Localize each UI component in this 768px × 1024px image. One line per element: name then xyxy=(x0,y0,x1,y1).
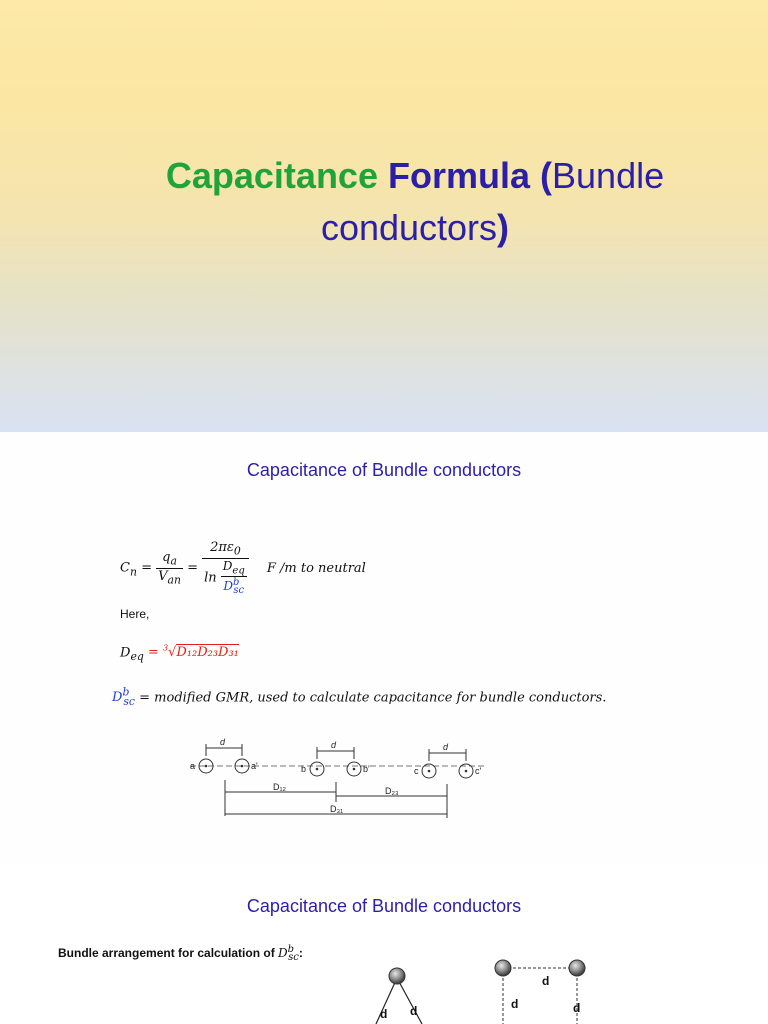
deq-lhs-sub: eq xyxy=(130,649,144,663)
dsc-def-symbol: D xyxy=(112,690,123,706)
conductor-arrangement-diagram xyxy=(185,732,500,827)
d-label-a: d xyxy=(220,737,226,747)
bundle-colon: : xyxy=(298,946,303,960)
cn-sub: n xyxy=(129,565,137,579)
ln-symbol: ln xyxy=(204,569,217,585)
label-b-prime: b' xyxy=(363,764,370,774)
label-d31: D₃₁ xyxy=(330,804,344,814)
dsc-sup: b xyxy=(233,576,240,588)
root-index: 3 xyxy=(162,644,169,653)
bundle-label-text: Bundle arrangement for calculation of xyxy=(58,946,275,960)
two-pi-epsilon: 2πε xyxy=(210,540,234,555)
d-label: d xyxy=(410,1004,418,1018)
dsc-def-sup: b xyxy=(122,686,130,699)
dsc-def-sub: sc xyxy=(123,694,135,708)
label-c-prime: c' xyxy=(475,766,482,776)
qa-sub: a xyxy=(170,554,177,568)
label-b: b xyxy=(301,764,307,774)
capacitance-formula: $C_n$ = $\frac{q_a}{V_{an}}$ = $2\pi\varepsilon_0$ ln $\frac{D_{eq}}{D^b_{sc}}$ F /m to neutral xyxy=(120,540,366,597)
dsc-sub: sc xyxy=(233,585,245,597)
qa-symbol: q xyxy=(162,550,171,566)
dsc-symbol: D xyxy=(223,578,233,593)
units-label: F /m to neutral xyxy=(266,560,366,576)
title-capacitance: Capacitance xyxy=(165,155,378,196)
d-label: d xyxy=(542,974,550,988)
main-fraction xyxy=(202,540,249,596)
conductor-icon xyxy=(569,960,585,976)
slide-title xyxy=(120,150,710,254)
deq-symbol: D xyxy=(222,558,233,573)
epsilon-sub: 0 xyxy=(233,544,241,558)
bundle-dsc-sup: b xyxy=(287,944,295,955)
conductor-icon xyxy=(495,960,511,976)
label-a-prime: a' xyxy=(251,761,258,771)
title-close-paren: ) xyxy=(497,207,510,248)
bundle-arrangement-label xyxy=(58,944,303,963)
bundle-dsc-symbol: D xyxy=(278,946,288,960)
d-label-c: d xyxy=(443,742,449,752)
title-conductors: conductors xyxy=(320,207,498,248)
deq-product: D₁₂D₂₃D₃₁ xyxy=(176,645,239,661)
deq-formula: $D_{eq} = ^3√D_{12}D_{23}D_{31}$ xyxy=(120,644,239,663)
formula-slide xyxy=(0,432,768,864)
d-label: d xyxy=(511,997,519,1011)
qa-over-van xyxy=(156,550,183,586)
van-symbol: V xyxy=(158,568,168,584)
bundle-arrangements-diagram xyxy=(360,956,600,1024)
van-sub: an xyxy=(167,573,181,587)
title-slide xyxy=(0,0,768,432)
cn-symbol: C xyxy=(120,560,130,576)
title-formula: Formula ( xyxy=(388,155,553,196)
label-a: a xyxy=(190,761,196,771)
conductor-icon xyxy=(389,968,405,984)
deq-over-dsc xyxy=(221,559,247,597)
d-label: d xyxy=(573,1001,581,1015)
label-d23: D₂₃ xyxy=(385,786,399,796)
slide-heading: Capacitance of Bundle conductors xyxy=(246,460,522,480)
title-bundle: Bundle xyxy=(552,155,665,196)
dsc-definition xyxy=(112,686,606,708)
label-c: c xyxy=(414,766,419,776)
d-label: d xyxy=(380,1007,388,1021)
bundle-slide xyxy=(0,864,768,1024)
deq-lhs: D xyxy=(120,645,131,661)
deq-sub: eq xyxy=(232,564,245,576)
d-label-b: d xyxy=(331,740,337,750)
dsc-def-text: = modified GMR, used to calculate capacitance for bundle conductors. xyxy=(139,690,607,706)
bundle-heading: Capacitance of Bundle conductors xyxy=(246,896,522,916)
label-d12: D₁₂ xyxy=(273,782,287,792)
bundle-dsc-sub: sc xyxy=(288,952,299,964)
here-label: Here, xyxy=(120,607,150,621)
